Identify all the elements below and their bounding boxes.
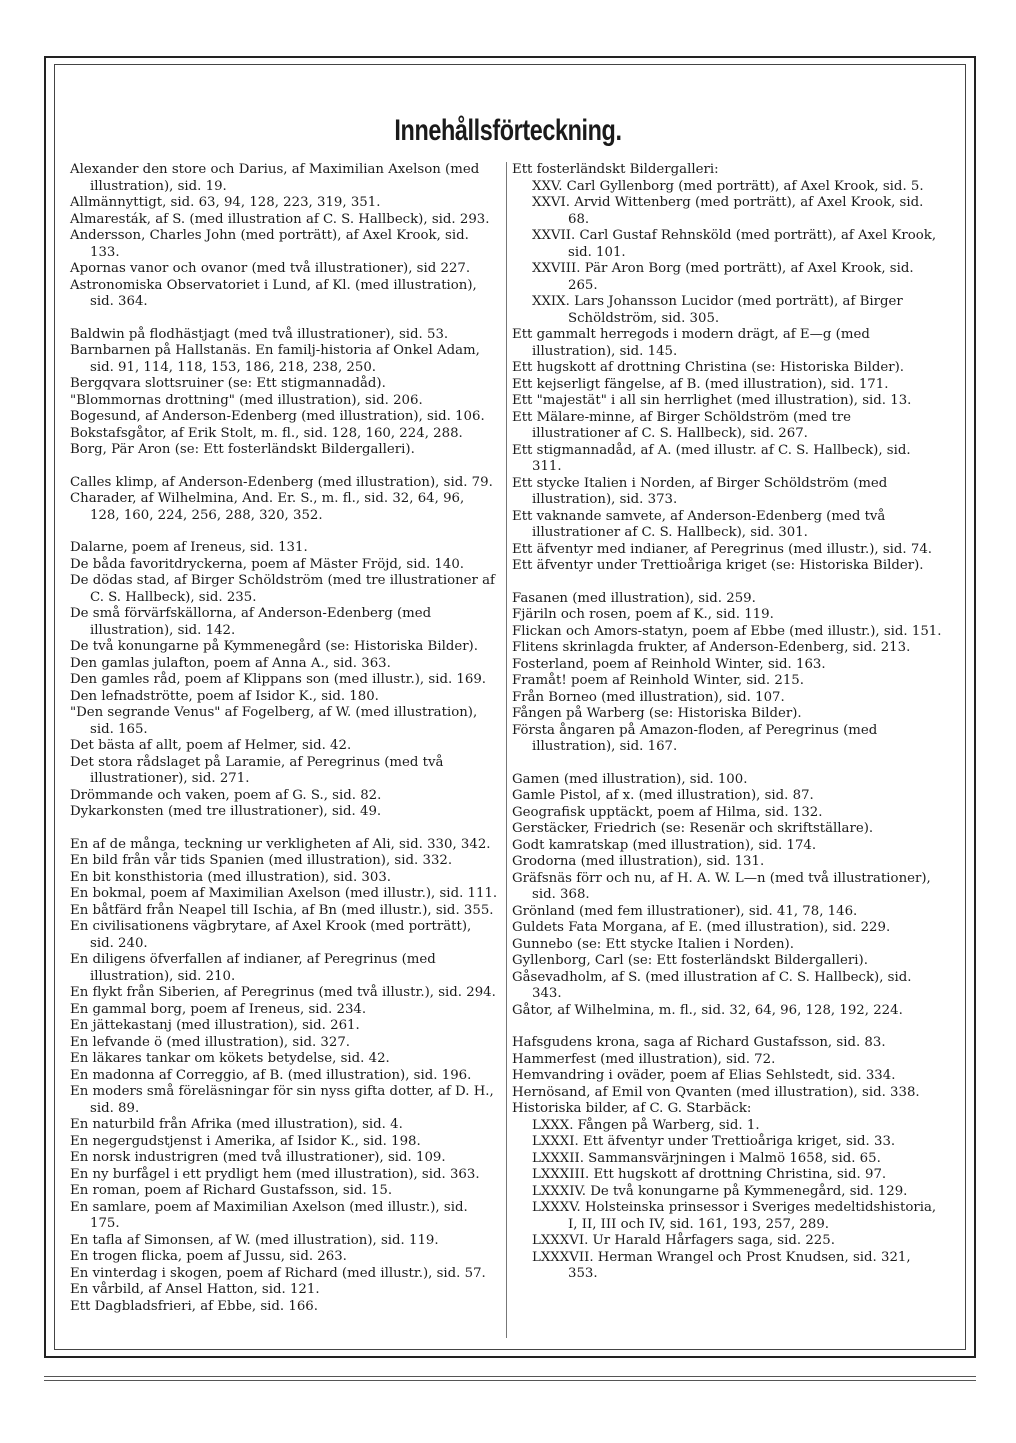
index-entry: Ett Mälare-minne, af Birger Schöldström (med tre illustrationer af C. S. Hallbeck), sid. 267. [512,409,852,441]
index-entry: Historiska bilder, af C. G. Starbäck: [512,1101,752,1116]
index-entry: Bogesund, af Anderson-Edenberg (med illustration), sid. 106. [70,409,485,424]
index-entry: Första ångaren på Amazon-floden, af Peregrinus (med illustration), sid. 167. [512,722,878,754]
index-group [70,475,498,525]
index-entry: Grodorna (med illustration), sid. 131. [512,854,765,869]
historical-entry: LXXXI. Ett äfventyr under Trettioåriga kriget, sid. 33. [532,1134,896,1149]
index-entry: En af de många, teckning ur verkligheten af Ali, sid. 330, 342. [70,836,491,852]
historical-entry: LXXXII. Sammansvärjningen i Malmö 1658, sid. 65. [532,1150,881,1166]
index-entry: En jättekastanj (med illustration), sid. 261. [70,1018,360,1033]
index-entry: Geografisk upptäckt, poem af Hilma, sid. 132. [512,804,823,820]
index-entry: En diligens öfverfallen af indianer, af Peregrinus (med illustration), sid. 210. [70,952,436,984]
index-entry: En bild från vår tids Spanien (med illustration), sid. 332. [70,853,453,868]
historical-entry: LXXXVI. Ur Harald Hårfagers saga, sid. 225. [532,1233,835,1248]
index-entry: De två konungarne på Kymmenegård (se: Historiska Bilder). [70,639,478,654]
gallery-heading: Ett fosterländskt Bildergalleri: [512,162,719,177]
index-entry: En trogen flicka, poem af Jussu, sid. 263. [70,1249,347,1264]
index-entry: Fjäriln och rosen, poem af K., sid. 119. [512,607,774,622]
index-entry: En flykt från Siberien, af Peregrinus (med två illustr.), sid. 294. [70,985,496,1000]
index-entry: Hemvandring i oväder, poem af Elias Sehlstedt, sid. 334. [512,1068,896,1083]
index-entry: Hernösand, af Emil von Qvanten (med illustration), sid. 338. [512,1084,920,1100]
index-entry: "Den segrande Venus" af Fogelberg, af W. (med illustration), sid. 165. [70,705,478,737]
index-entry: Astronomiska Observatoriet i Lund, af Kl. (med illustration), sid. 364. [70,277,477,309]
index-entry: En tafla af Simonsen, af W. (med illustration), sid. 119. [70,1232,439,1248]
index-entry: Den lefnadströtte, poem af Isidor K., sid. 180. [70,688,379,704]
index-entry: Gunnebo (se: Ett stycke Italien i Norden). [512,936,794,952]
index-entry: Hammerfest (med illustration), sid. 72. [512,1051,776,1067]
index-entry: En bokmal, poem af Maximilian Axelson (med illustr.), sid. 111. [70,886,498,901]
left-column [70,162,498,1331]
index-entry: En negergudstjenst i Amerika, af Isidor K., sid. 198. [70,1133,421,1149]
index-entry: Charader, af Wilhelmina, And. Er. S., m. fl., sid. 32, 64, 96, 128, 160, 224, 256, 288, 320, 352. [70,491,465,523]
index-entry: Från Borneo (med illustration), sid. 107. [512,689,785,705]
index-entry: En civilisationens vägbrytare, af Axel Krook (med porträtt), sid. 240. [70,919,472,951]
index-entry: En gammal borg, poem af Ireneus, sid. 234. [70,1001,367,1017]
index-entry: Almaresták, af S. (med illustration af C. S. Hallbeck), sid. 293. [70,211,490,227]
index-entry: Bokstafsgåtor, af Erik Stolt, m. fl., sid. 128, 160, 224, 288. [70,425,463,441]
index-entry: De dödas stad, af Birger Schöldström (med tre illustrationer af C. S. Hallbeck), sid. 235. [70,573,495,605]
index-group [70,540,498,821]
index-entry: En norsk industrigren (med två illustrationer), sid. 109. [70,1150,446,1165]
index-entry: Ett stigmannadåd, af A. (med illustr. af C. S. Hallbeck), sid. 311. [512,442,911,474]
index-entry: En vårbild, af Ansel Hatton, sid. 121. [70,1282,320,1297]
index-entry: Flitens skrinlagda frukter, af Anderson-Edenberg, sid. 213. [512,640,911,655]
gallery-entry: XXV. Carl Gyllenborg (med porträtt), af Axel Krook, sid. 5. [532,178,924,194]
index-entry: En madonna af Correggio, af B. (med illustration), sid. 196. [70,1067,472,1083]
index-entry: Dalarne, poem af Ireneus, sid. 131. [70,540,308,555]
index-entry: Borg, Pär Aron (se: Ett fosterländskt Bildergalleri). [70,442,415,457]
index-group [70,162,498,311]
g-group [512,772,942,1020]
index-entry: Gyllenborg, Carl (se: Ett fosterländskt Bildergalleri). [512,953,868,968]
index-entry: "Blommornas drottning" (med illustration), sid. 206. [70,392,423,408]
index-entry: Drömmande och vaken, poem af G. S., sid. 82. [70,787,382,803]
index-entry: En naturbild från Afrika (med illustration), sid. 4. [70,1117,403,1132]
gallery-entry: XXVI. Arvid Wittenberg (med porträtt), af Axel Krook, sid. 68. [532,195,924,227]
index-entry: Guldets Fata Morgana, af E. (med illustration), sid. 229. [512,920,891,935]
index-entry: Ett kejserligt fängelse, af B. (med illustration), sid. 171. [512,376,889,392]
index-entry: Ett vaknande samvete, af Anderson-Edenberg (med två illustrationer af C. S. Hallbeck), sid. 301. [512,508,886,540]
h-group [512,1035,942,1283]
index-entry: Godt kamratskap (med illustration), sid. 174. [512,837,817,853]
index-entry: Ett "majestät" i all sin herrlighet (med illustration), sid. 13. [512,393,912,408]
index-entry: Grönland (med fem illustrationer), sid. 41, 78, 146. [512,903,858,919]
index-entry: Ett Dagbladsfrieri, af Ebbe, sid. 166. [70,1298,318,1314]
index-entry: Bergqvara slottsruiner (se: Ett stigmannadåd). [70,376,386,391]
gallery-group [512,162,942,575]
index-entry: Hafsgudens krona, saga af Richard Gustafsson, sid. 83. [512,1035,886,1050]
index-entry: Gamle Pistol, af x. (med illustration), sid. 87. [512,788,814,803]
index-entry: En läkares tankar om kökets betydelse, sid. 42. [70,1051,390,1066]
bottom-rule-2 [44,1380,976,1381]
index-entry: Gåtor, af Wilhelmina, m. fl., sid. 32, 64, 96, 128, 192, 224. [512,1002,903,1018]
index-entry: Andersson, Charles John (med porträtt), af Axel Krook, sid. 133. [70,228,469,260]
index-entry: En roman, poem af Richard Gustafsson, sid. 15. [70,1183,393,1198]
index-entry: Gåsevadholm, af S. (med illustration af C. S. Hallbeck), sid. 343. [512,969,912,1001]
index-entry: Fasanen (med illustration), sid. 259. [512,590,756,606]
index-entry: De små förvärfskällorna, af Anderson-Edenberg (med illustration), sid. 142. [70,606,432,638]
index-entry: Den gamles råd, poem af Klippans son (med illustr.), sid. 169. [70,672,487,687]
historical-entry: LXXXV. Holsteinska prinsessor i Sveriges medeltidshistoria, I, II, III och IV, sid. 161, 193, 257, 289. [532,1200,937,1232]
index-entry: Det bästa af allt, poem af Helmer, sid. 42. [70,738,352,753]
index-entry: Ett stycke Italien i Norden, af Birger Schöldström (med illustration), sid. 373. [512,475,888,507]
index-entry: Gräfsnäs förr och nu, af H. A. W. L—n (med två illustrationer), sid. 368. [512,870,931,902]
right-column [512,162,942,1299]
index-entry: En vinterdag i skogen, poem af Richard (med illustr.), sid. 57. [70,1265,486,1281]
index-entry: Barnbarnen på Hallstanäs. En familj-historia af Onkel Adam, sid. 91, 114, 118, 153, 186, 218, 238, 250. [70,343,480,375]
index-entry: Allmännyttigt, sid. 63, 94, 128, 223, 319, 351. [70,195,381,210]
gallery-entry: XXVIII. Pär Aron Borg (med porträtt), af Axel Krook, sid. 265. [532,261,914,293]
historical-entry: LXXXVII. Herman Wrangel och Prost Knudsen, sid. 321, 353. [532,1249,911,1281]
index-entry: Gamen (med illustration), sid. 100. [512,771,748,787]
index-entry: De båda favoritdryckerna, poem af Mäster Fröjd, sid. 140. [70,556,465,572]
index-entry: En lefvande ö (med illustration), sid. 327. [70,1034,351,1050]
index-entry: Framåt! poem af Reinhold Winter, sid. 215. [512,673,804,688]
f-group [512,591,942,756]
index-entry: Ett äfventyr under Trettioåriga kriget (se: Historiska Bilder). [512,558,924,573]
index-entry: En bit konsthistoria (med illustration), sid. 303. [70,869,392,885]
index-group [70,327,498,459]
index-entry: Dykarkonsten (med tre illustrationer), sid. 49. [70,804,382,819]
index-entry: En moders små föreläsningar för sin nyss gifta dotter, af D. H., sid. 89. [70,1084,494,1116]
index-entry: En båtfärd från Neapel till Ischia, af Bn (med illustr.), sid. 355. [70,902,494,918]
index-entry: Apornas vanor och ovanor (med två illustrationer), sid 227. [70,261,471,276]
index-entry: Baldwin på flodhästjagt (med två illustrationer), sid. 53. [70,326,449,342]
index-entry: En samlare, poem af Maximilian Axelson (med illustr.), sid. 175. [70,1199,468,1231]
index-entry: Ett hugskott af drottning Christina (se: Historiska Bilder). [512,360,904,375]
gallery-entry: XXVII. Carl Gustaf Rehnsköld (med porträtt), af Axel Krook, sid. 101. [532,228,937,260]
index-entry: Ett gammalt herregods i modern drägt, af E—g (med illustration), sid. 145. [512,327,870,359]
index-entry: En ny burfågel i ett prydligt hem (med illustration), sid. 363. [70,1166,480,1182]
index-entry: Fosterland, poem af Reinhold Winter, sid. 163. [512,656,826,672]
index-entry: Ett äfventyr med indianer, af Peregrinus (med illustr.), sid. 74. [512,541,933,557]
historical-entry: LXXXIII. Ett hugskott af drottning Christina, sid. 97. [532,1167,887,1182]
index-entry: Fången på Warberg (se: Historiska Bilder). [512,706,802,721]
historical-entry: LXXXIV. De två konungarne på Kymmenegård, sid. 129. [532,1183,908,1199]
index-entry: Den gamlas julafton, poem af Anna A., sid. 363. [70,655,391,671]
index-entry: Alexander den store och Darius, af Maximilian Axelson (med illustration), sid. 19. [70,162,480,194]
index-entry: Det stora rådslaget på Laramie, af Peregrinus (med två illustrationer), sid. 271. [70,754,444,786]
index-entry: Flickan och Amors-statyn, poem af Ebbe (med illustr.), sid. 151. [512,623,942,639]
index-entry: Calles klimp, af Anderson-Edenberg (med illustration), sid. 79. [70,474,493,490]
index-entry: Gerstäcker, Friedrich (se: Resenär och skriftställare). [512,821,874,836]
column-divider [506,162,507,1338]
historical-entry: LXXX. Fången på Warberg, sid. 1. [532,1117,760,1133]
bottom-rule [44,1376,976,1377]
index-group [70,837,498,1316]
page-title: Innehållsförteckning. [394,114,622,147]
gallery-entry: XXIX. Lars Johansson Lucidor (med porträtt), af Birger Schöldström, sid. 305. [532,294,903,326]
